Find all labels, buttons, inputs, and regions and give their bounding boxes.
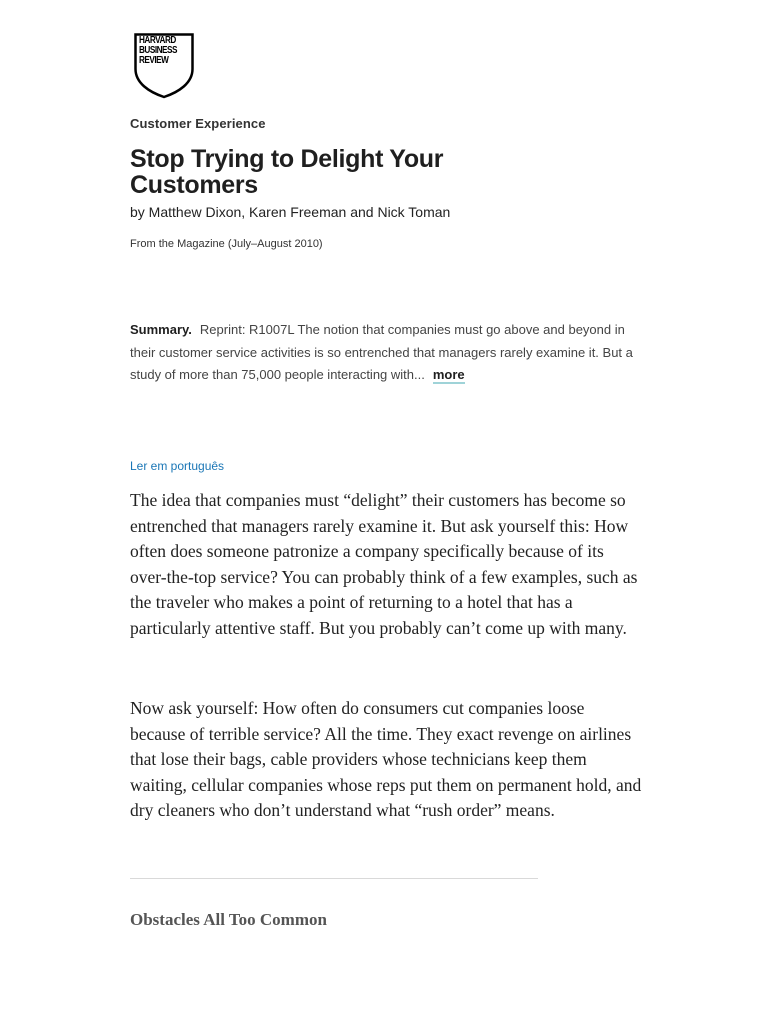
logo-text-line: HARVARD: [139, 35, 176, 46]
summary-text: Reprint: R1007L The notion that companies must go above and beyond in their customer service activities is so entrenched that managers rarely examine it. But a study of more than 75,000 people interacting with...: [130, 322, 633, 382]
body-paragraph: The idea that companies must “delight” their customers has become so entrenched that managers rarely examine it. But ask yourself this: How often does someone patronize a company specifically because of its over-the-top service? You can probably think of a few examples, such as the traveler who makes a point of returning to a hotel that has a particularly attentive staff. But you probably can’t come up with many.: [130, 490, 638, 638]
logo-text-line: REVIEW: [139, 55, 169, 66]
summary-label: Summary.: [130, 322, 192, 337]
article-byline[interactable]: by Matthew Dixon, Karen Freeman and Nick Toman: [130, 204, 451, 220]
logo-text-line: BUSINESS: [139, 45, 177, 56]
section-divider: [130, 878, 538, 879]
more-button[interactable]: more: [432, 367, 465, 382]
article-title: Stop Trying to Delight Your Customers: [130, 145, 444, 199]
topic-link[interactable]: Customer Experience: [130, 116, 266, 131]
read-in-portuguese-link[interactable]: Ler em português: [130, 459, 225, 473]
magazine-issue: From the Magazine (July–August 2010): [130, 238, 323, 250]
hbr-logo[interactable]: [134, 33, 194, 99]
summary-block: [130, 319, 640, 387]
section-subheading: Obstacles All Too Common: [130, 910, 327, 929]
body-paragraph: Now ask yourself: How often do consumers cut companies loose because of terrible service? All the time. They exact revenge on airlines that lose their bags, cable providers whose technicians keep them waiting, cellular companies whose reps put them on permanent hold, and dry cleaners who don’t understand what “rush order” means.: [130, 698, 642, 821]
